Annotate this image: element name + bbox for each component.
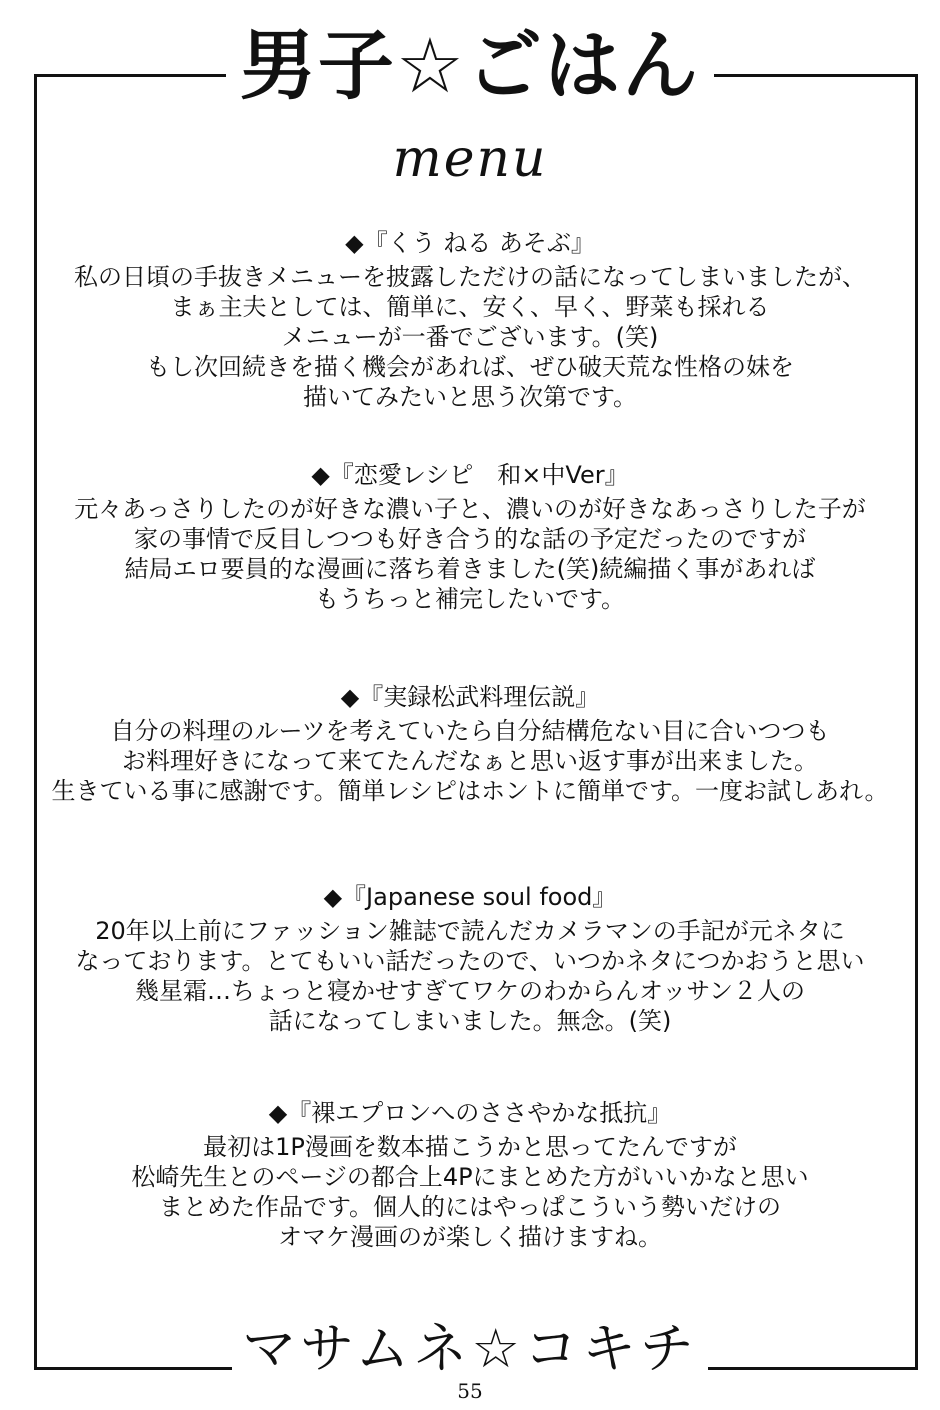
section-kuu-neru-asobu (40, 226, 900, 412)
section-line: 結局エロ要員的な漫画に落ち着きました(笑)続編描く事があれば (124, 555, 816, 583)
section-line: 松崎先生とのページの都合上4Pにまとめた方がいいかなと思い (131, 1163, 809, 1191)
menu-subtitle: menu (392, 129, 548, 189)
section-hadaka-apron (40, 1096, 900, 1252)
section-line: オマケ漫画のが楽しく描けますね。 (278, 1223, 662, 1251)
section-line: なっております。とてもいい話だったので、いつかネタにつかおうと思い (75, 947, 865, 975)
section-line: お料理好きになって来てたんだなぁと思い返す事が出来ました。 (122, 747, 818, 775)
section-heading: ◆『実録松武料理伝説』 (340, 683, 600, 711)
section-heading: ◆『くう ねる あそぶ』 (345, 229, 595, 257)
section-line: 話になってしまいました。無念。(笑) (268, 1007, 672, 1035)
page-title: 男子☆ごはん (226, 18, 714, 114)
section-line: 自分の料理のルーツを考えていたら自分結構危ない目に合いつつも (110, 717, 830, 745)
section-line: 幾星霜…ちょっと寝かせすぎてワケのわからんオッサン２人の (134, 977, 806, 1005)
section-line: 家の事情で反目しつつも好き合う的な話の予定だったのですが (134, 525, 806, 553)
section-line: 最初は1P漫画を数本描こうかと思ってたんですが (203, 1133, 737, 1161)
section-line: もうちっと補完したいです。 (314, 585, 626, 613)
author-signature (0, 1314, 940, 1384)
section-line: 描いてみたいと思う次第です。 (302, 383, 638, 411)
section-line: 生きている事に感謝です。簡単レシピはホントに簡単です。一度お試しあれ。 (51, 777, 889, 805)
page-number: 55 (457, 1379, 483, 1403)
section-heading: ◆『裸エプロンへのささやかな抵抗』 (268, 1099, 672, 1127)
section-line: もし次回続きを描く機会があれば、ぜひ破天荒な性格の妹を (146, 353, 794, 381)
author-name: マサムネ☆コキチ (232, 1317, 708, 1380)
section-jitsuroku-densetsu (40, 680, 900, 806)
section-line: メニューが一番でございます。(笑) (281, 323, 659, 351)
section-line: まとめた作品です。個人的にはやっぱこういう勢いだけの (158, 1193, 782, 1221)
section-heading: ◆『Japanese soul food』 (323, 883, 617, 911)
section-line: 20年以上前にファッション雑誌で読んだカメラマンの手記が元ネタに (95, 917, 845, 945)
section-line: 私の日頃の手抜きメニューを披露しただけの話になってしまいましたが、 (74, 263, 866, 291)
title-banner (0, 18, 940, 114)
section-japanese-soul-food (40, 880, 900, 1036)
section-line: 元々あっさりしたのが好きな濃い子と、濃いのが好きなあっさりした子が (74, 495, 866, 523)
section-line: まぁ主夫としては、簡単に、安く、早く、野菜も採れる (170, 293, 770, 321)
section-heading: ◆『恋愛レシピ 和×中Ver』 (311, 461, 629, 489)
section-renai-recipe (40, 458, 900, 614)
